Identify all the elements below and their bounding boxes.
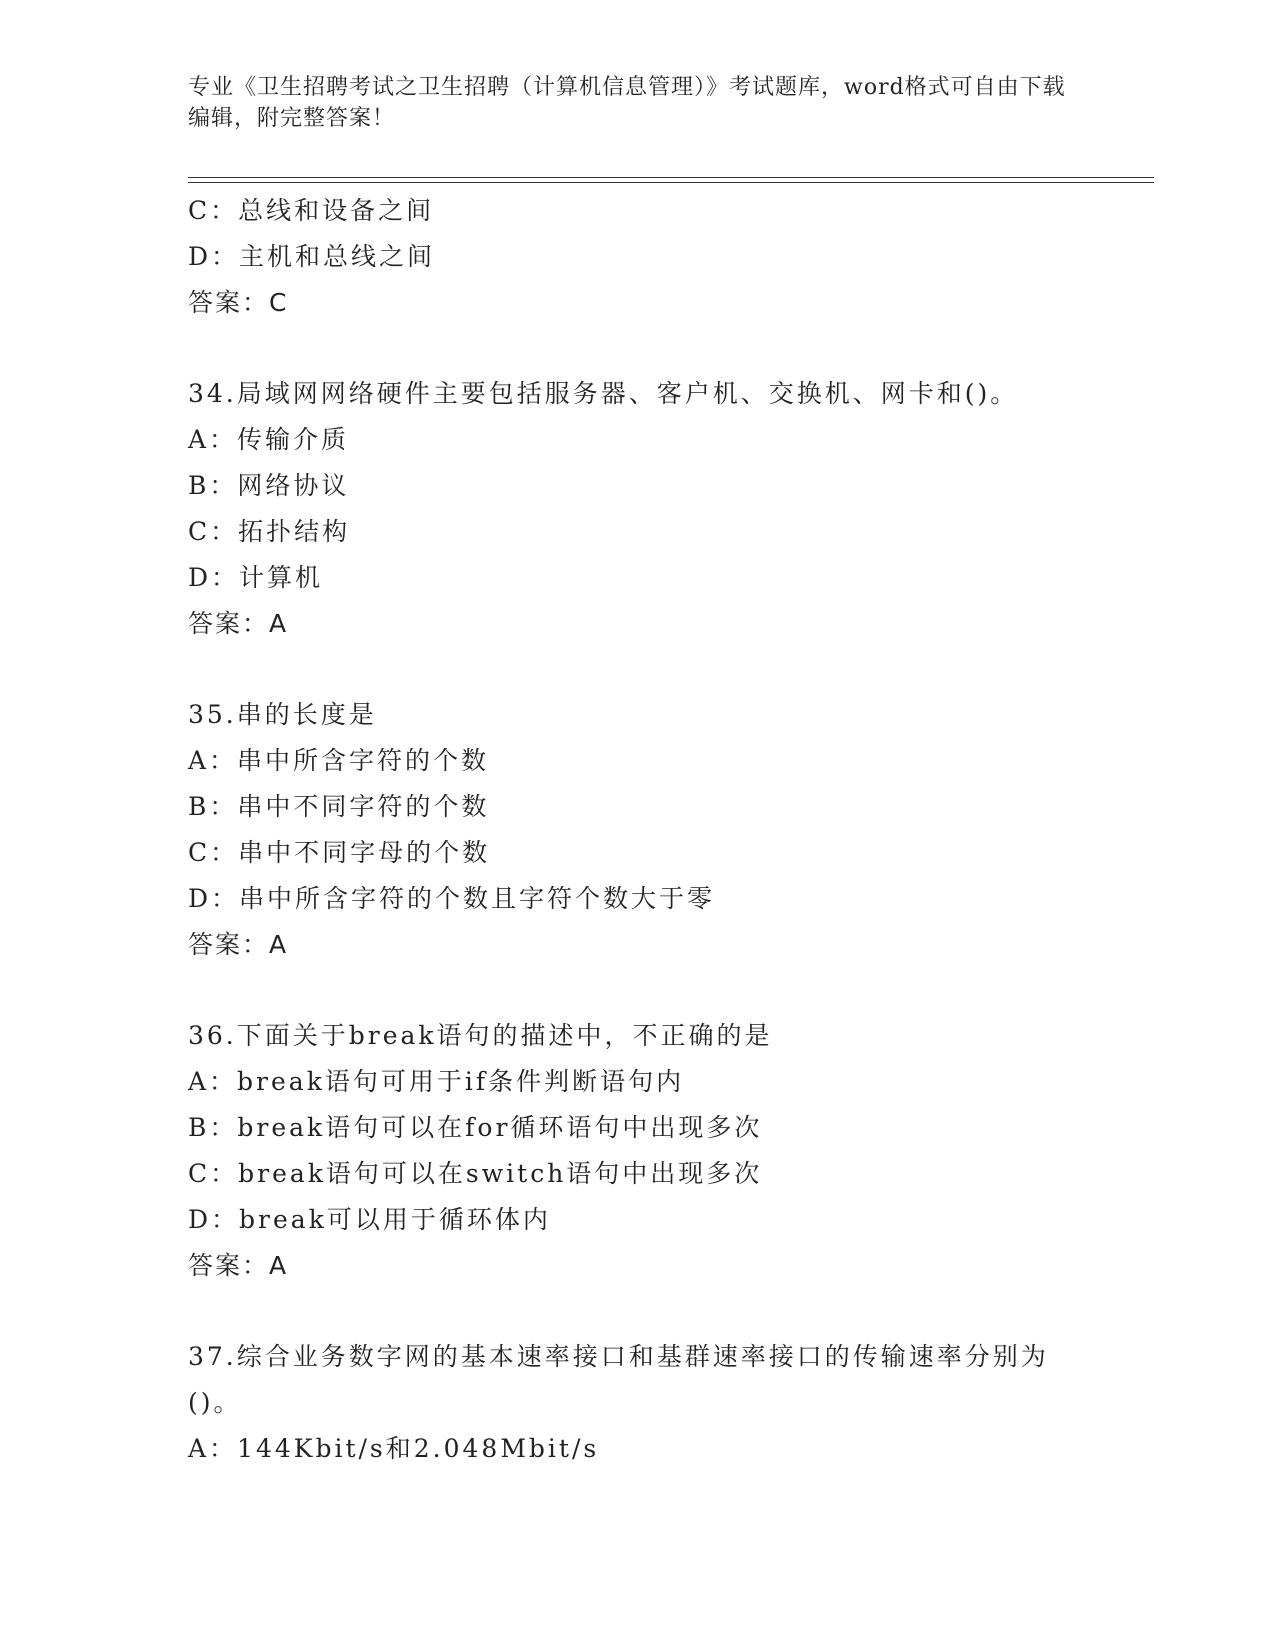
header-rule-bottom [188, 182, 1154, 183]
document-header: 专业《卫生招聘考试之卫生招聘（计算机信息管理）》考试题库，word格式可自由下载编辑，附完整答案！ [188, 75, 1066, 131]
option-a: A：break语句可用于if条件判断语句内 [188, 1067, 685, 1096]
option-c: C：串中不同字母的个数 [188, 838, 491, 867]
answer-line: 答案：A [188, 609, 289, 638]
option-b: B：网络协议 [188, 471, 350, 500]
option-d: D：主机和总线之间 [188, 242, 436, 271]
option-c: C：总线和设备之间 [188, 196, 435, 225]
spacer [188, 326, 1088, 371]
answer-line: 答案：A [188, 930, 289, 959]
question-stem: 36.下面关于break语句的描述中，不正确的是 [188, 1021, 773, 1050]
question-stem: 34.局域网网络硬件主要包括服务器、客户机、交换机、网卡和()。 [188, 379, 1019, 408]
option-d: D：break可以用于循环体内 [188, 1205, 551, 1234]
option-a: A：串中所含字符的个数 [188, 746, 490, 775]
spacer [188, 968, 1088, 1013]
answer-line: 答案：C [188, 288, 289, 317]
spacer [188, 1289, 1088, 1334]
option-a: A：传输介质 [188, 425, 350, 454]
option-a: A：144Kbit/s和2.048Mbit/s [188, 1434, 600, 1463]
option-c: C：break语句可以在switch语句中出现多次 [188, 1159, 763, 1188]
option-b: B：串中不同字符的个数 [188, 792, 490, 821]
option-d: D：计算机 [188, 563, 324, 592]
header-rule-top [188, 177, 1154, 178]
question-list [188, 188, 1088, 1472]
option-c: C：拓扑结构 [188, 517, 351, 546]
question-stem: 35.串的长度是 [188, 700, 377, 729]
question-stem: 37.综合业务数字网的基本速率接口和基群速率接口的传输速率分别为()。 [188, 1342, 1049, 1417]
option-d: D：串中所含字符的个数且字符个数大于零 [188, 884, 716, 913]
spacer [188, 647, 1088, 692]
option-b: B：break语句可以在for循环语句中出现多次 [188, 1113, 763, 1142]
answer-line: 答案：A [188, 1251, 289, 1280]
